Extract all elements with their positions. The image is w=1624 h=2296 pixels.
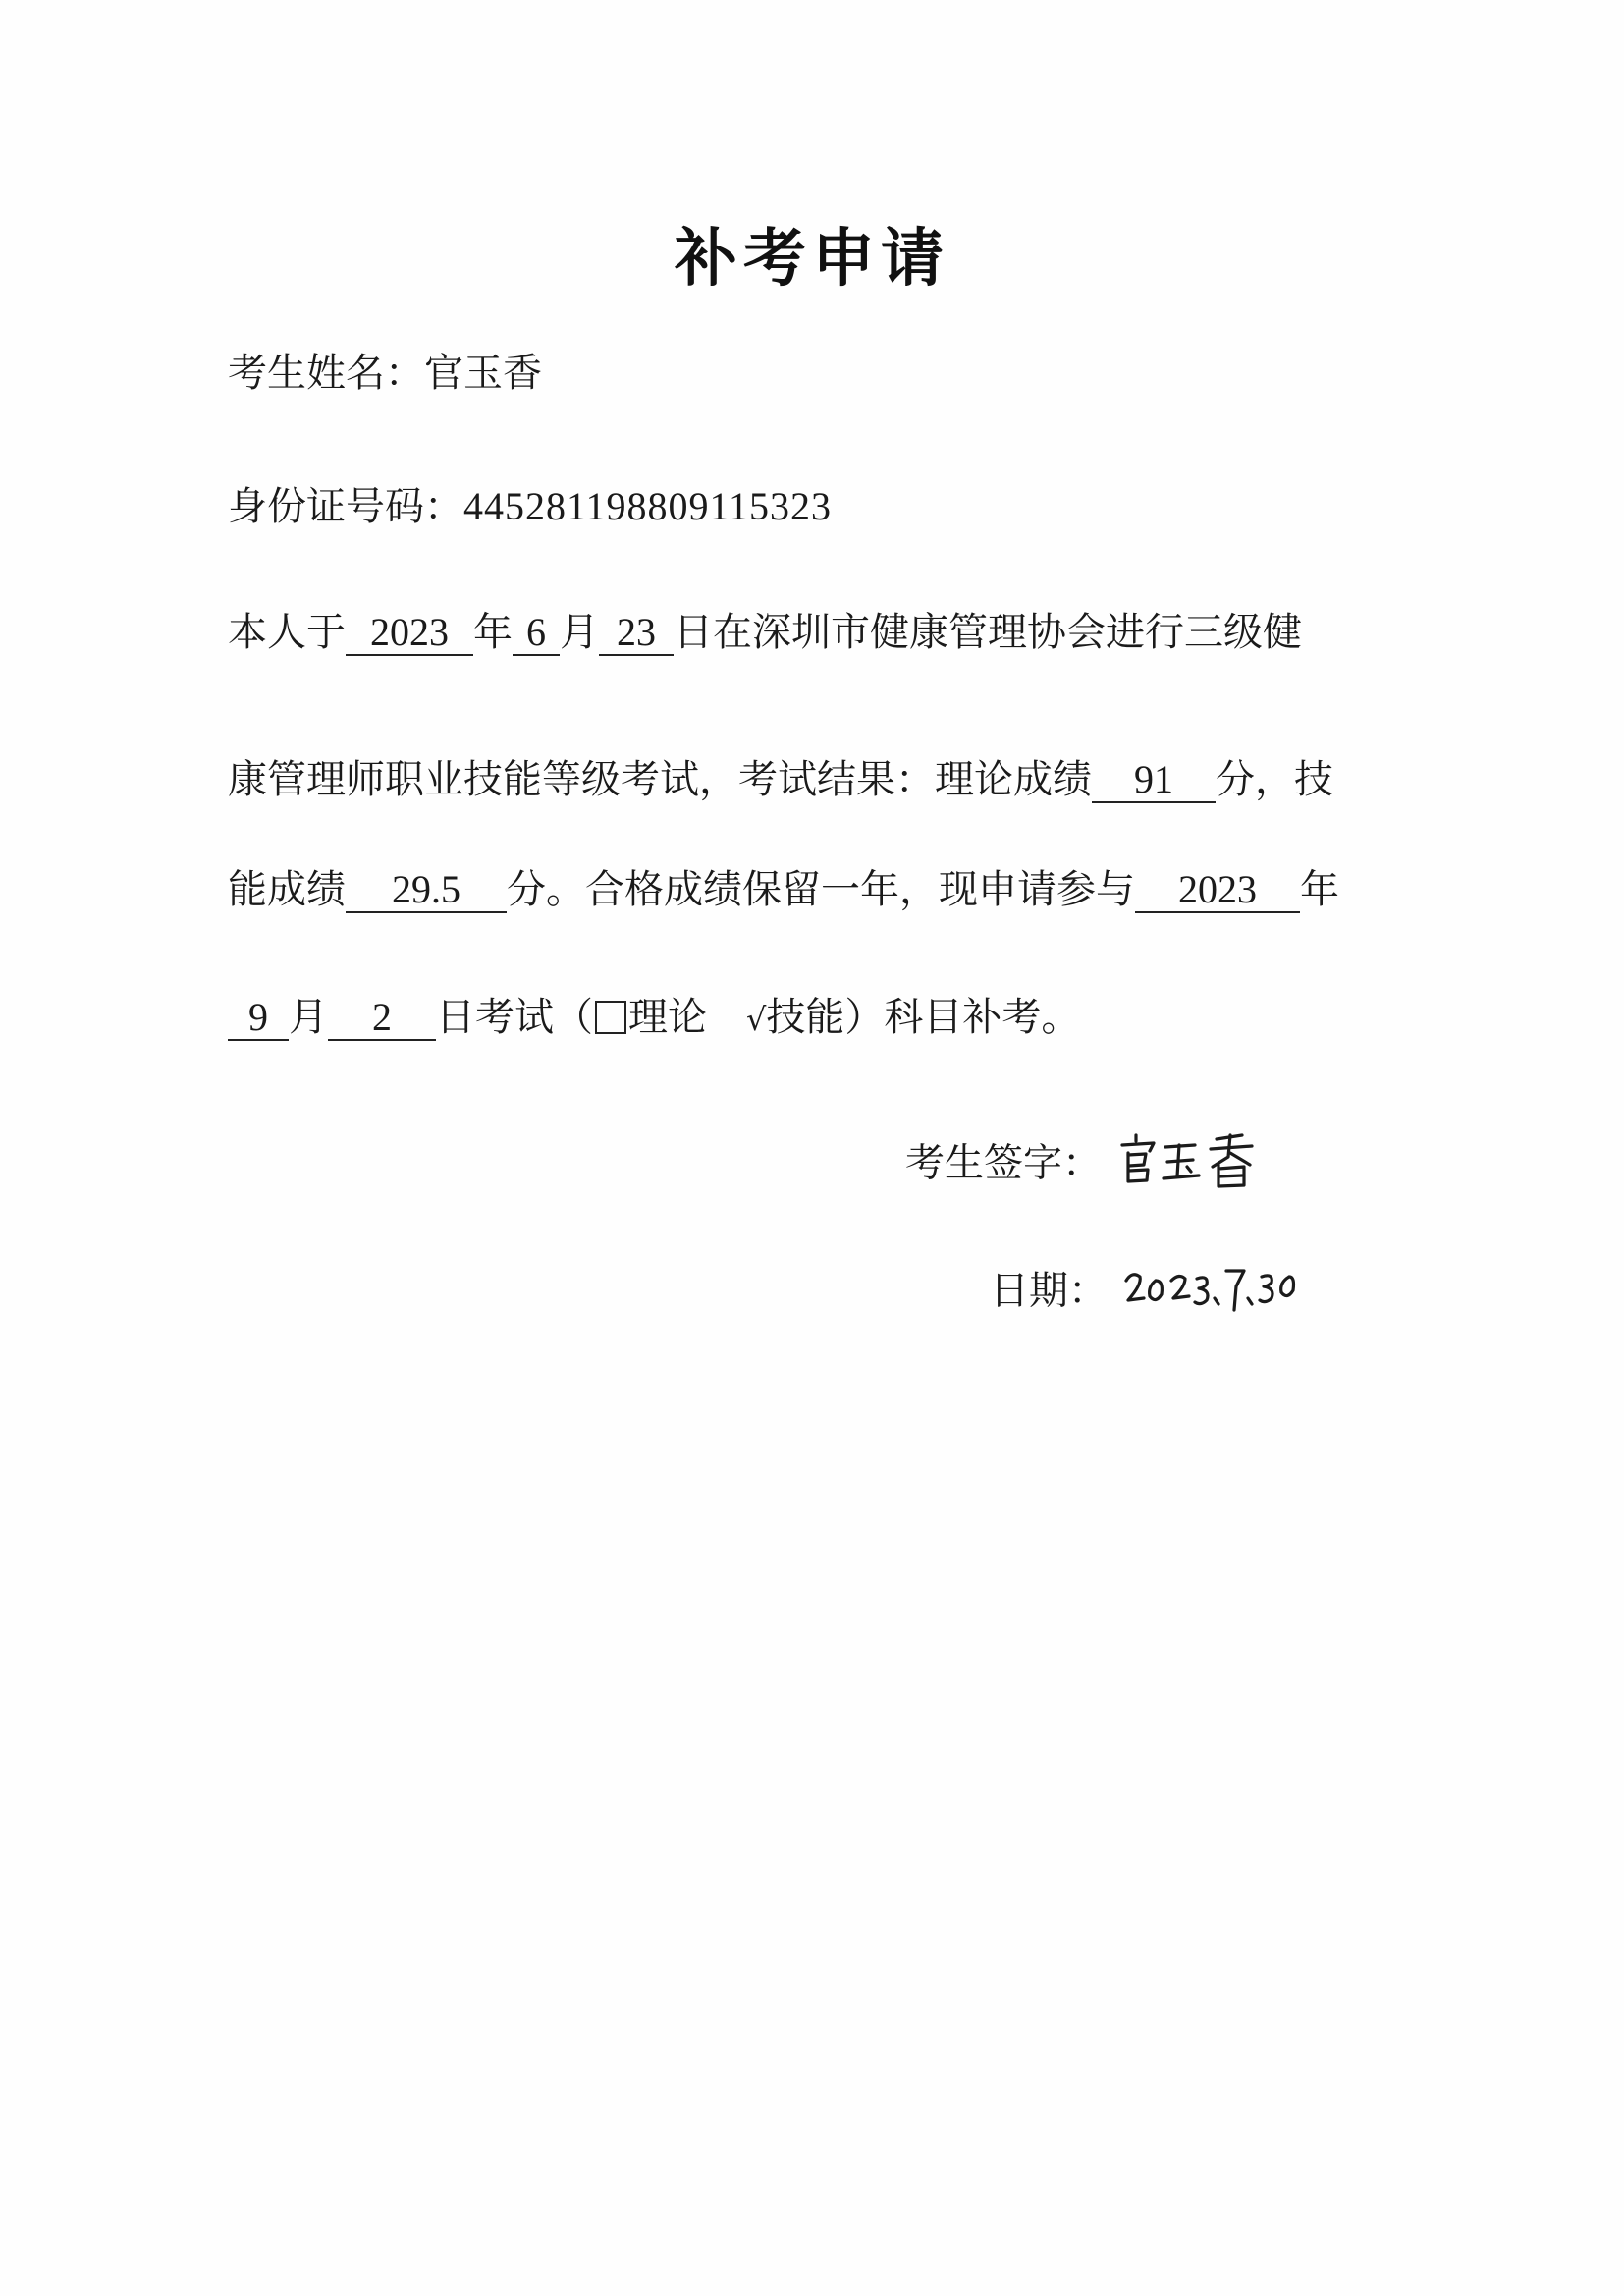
id-label: 身份证号码： [228,484,463,529]
theory-score-field: 91 [1092,758,1216,803]
handwritten-signature [1114,1129,1262,1203]
text-segment: ）科目补考。 [844,995,1081,1040]
text-segment: 年 [473,610,513,655]
page-title: 补考申请 [675,223,949,296]
name-value: 官玉香 [424,351,542,396]
text-segment: 日考试（ [436,995,593,1040]
theory-checkbox[interactable] [595,1001,626,1034]
paragraph-line-3 [228,866,1339,913]
text-segment: 月 [560,610,599,655]
skill-score-field: 29.5 [346,868,507,913]
text-segment: 能成绩 [228,867,346,912]
text-segment: 月 [289,995,328,1040]
theory-option-label: 理论 [628,995,707,1040]
skill-option-label: 技能 [766,995,845,1040]
paragraph-line-4 [228,994,1080,1043]
retake-year-field: 2023 [1135,868,1300,913]
text-segment: 康管理师职业技能等级考试，考试结果：理论成绩 [228,757,1092,802]
date-row [990,1259,1307,1329]
text-segment: 分。合格成绩保留一年，现申请参与 [507,867,1135,912]
text-segment: 分，技 [1216,757,1333,802]
handwritten-date [1120,1259,1307,1329]
paragraph-line-2 [228,756,1333,803]
date-label: 日期： [990,1268,1108,1314]
text-segment: 本人于 [228,610,346,655]
text-segment: 年 [1300,867,1339,912]
exam-day-field: 23 [599,611,674,656]
text-segment: 日在深圳市健康管理协会进行三级健 [674,610,1302,655]
exam-year-field: 2023 [346,611,473,656]
signature-label: 考生签字： [905,1140,1102,1186]
checkmark-icon: √ [746,1001,767,1038]
retake-day-field: 2 [328,996,436,1041]
signature-row [905,1129,1262,1203]
name-label: 考生姓名： [228,351,424,396]
id-row [228,483,832,530]
retake-month-field: 9 [228,996,289,1041]
exam-month-field: 6 [513,611,560,656]
id-value: 445281198809115323 [463,484,833,528]
paragraph-line-1 [228,609,1302,656]
name-row [228,350,542,397]
